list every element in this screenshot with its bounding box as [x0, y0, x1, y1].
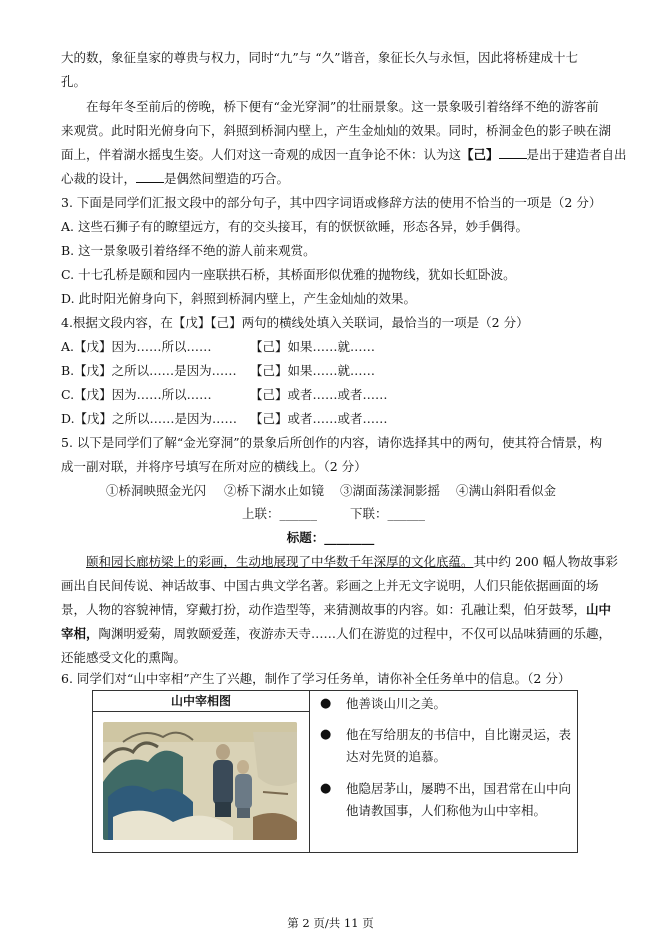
text-line: 来观赏。此时阳光俯身向下，斜照到桥洞内壁上，产生金灿灿的效果。同时，桥洞金色的影子映在湖 [61, 123, 612, 138]
info-item-1 [310, 693, 577, 715]
info-text: 他善谈山川之美。 [346, 696, 447, 711]
task-sheet-table [92, 690, 578, 853]
question-4-option-b-right: 【己】如果……就…… [250, 363, 376, 378]
underlined-sentence: 颐和园长廊枋梁上的彩画，生动地展现了中华数千年深厚的文化底蕴。 [86, 554, 474, 569]
question-3-option-d: D. 此时阳光俯身向下，斜照到桥洞内壁上，产生金灿灿的效果。 [61, 291, 417, 306]
info-cell [310, 691, 578, 853]
question-5-stem: 5. 以下是同学们了解“金光穿洞”的景象后所创作的内容，请你选择其中的两句，使其符合情景，构 [61, 435, 603, 450]
text-span: 是偶然间塑造的巧合。 [164, 171, 290, 186]
lower-couplet-blank: 下联：______ [350, 506, 426, 521]
text-span: 陶渊明爱菊，周敦颐爱莲，夜游赤天寺……人们在游览的过程中，不仅可以品味猜画的乐趣， [98, 626, 612, 641]
question-5-stem: 成一副对联，并将序号填写在所对应的横线上。（2 分） [61, 459, 367, 474]
question-4-option-b-left: B.【戊】之所以……是因为…… [61, 363, 237, 378]
info-text: 达对先贤的追慕。 [346, 749, 447, 764]
question-3-option-b: B. 这一景象吸引着络绎不绝的游人前来观赏。 [61, 243, 316, 258]
fill-blank [499, 146, 527, 159]
text-line [86, 552, 618, 572]
question-4-option-c-left: C.【戊】因为……所以…… [61, 387, 212, 402]
spacer [310, 715, 577, 724]
info-item-2 [310, 724, 577, 768]
text-span: 心裁的设计， [61, 171, 137, 186]
question-4-option-d-left: D.【戊】之所以……是因为…… [61, 411, 238, 426]
info-item-3 [310, 778, 577, 822]
painting-image [103, 722, 297, 840]
question-3-option-c: C. 十七孔桥是颐和园内一座联拱石桥，其桥面形似优雅的抛物线，犹如长虹卧波。 [61, 267, 516, 282]
text-line [61, 169, 289, 189]
bold-term: 宰相， [61, 626, 99, 641]
marker-ji: 【己】 [461, 147, 499, 162]
text-span: 其中约 200 幅人物故事彩 [473, 554, 618, 569]
question-4-option-a-right: 【己】如果……就…… [250, 339, 376, 354]
text-line: 画出自民间传说、神话故事、中国古典文学名著。彩画之上并无文字说明，人们只能依据画面的场 [61, 578, 599, 593]
bullet-icon: ● [320, 696, 332, 711]
text-line [61, 624, 611, 644]
spacer [310, 768, 577, 778]
text-span: 景，人物的容貌神情，穿戴打扮，动作造型等，来猜测故事的内容。如：孔融让梨，伯牙鼓琴， [61, 602, 587, 617]
fill-blank [136, 170, 164, 183]
text-line [61, 600, 611, 620]
couplet-option-1: ①桥洞映照金光闪 [106, 483, 207, 498]
question-4-option-d-right: 【己】或者……或者…… [250, 411, 388, 426]
info-text: 他在写给朋友的书信中，自比谢灵运，表 [346, 727, 572, 742]
question-4-stem: 4.根据文段内容，在【戊】【己】两句的横线处填入关联词，最恰当的一项是（2 分） [61, 315, 529, 330]
text-span: 面上，伴着湖水摇曳生姿。人们对这一奇观的成因一直争论不休：认为这 [61, 147, 462, 162]
text-line: 孔。 [61, 74, 87, 89]
bullet-icon: ● [320, 727, 332, 742]
question-4-option-c-right: 【己】或者……或者…… [250, 387, 388, 402]
bullet-icon: ● [320, 781, 332, 796]
info-text: 他请教国事，人们称他为山中宰相。 [346, 803, 547, 818]
text-line: 还能感受文化的熏陶。 [61, 650, 187, 665]
question-6-stem: 6. 同学们对“山中宰相”产生了兴趣，制作了学习任务单，请你补全任务单中的信息。（2 分） [61, 671, 571, 686]
page-footer: 第 2 页/共 11 页 [287, 916, 374, 930]
bold-term: 山中 [586, 602, 612, 617]
text-span: 是出于建造者自出 [526, 147, 627, 162]
text-line: 大的数，象征皇家的尊贵与权力，同时“九”与 “久”谐音，象征长久与永恒，因此将桥建成十七 [61, 50, 579, 65]
couplet-option-4: ④满山斜阳看似金 [456, 483, 557, 498]
couplet-option-2: ②桥下湖水止如镜 [224, 483, 325, 498]
picture-cell [93, 691, 310, 853]
text-line: 在每年冬至前后的傍晚，桥下便有“金光穿洞”的壮丽景象。这一景象吸引着络绎不绝的游客前 [86, 99, 599, 114]
question-3-stem: 3. 下面是同学们汇报文段中的部分句子，其中四字词语或修辞方法的使用不恰当的一项是（2 分） [61, 195, 602, 210]
upper-couplet-blank: 上联：______ [242, 506, 318, 521]
question-3-option-a: A. 这些石狮子有的瞭望远方，有的交头接耳，有的恹恹欲睡，形态各异，妙手偶得。 [61, 219, 528, 234]
text-line [61, 145, 627, 165]
table-title: 山中宰相图 [93, 691, 309, 712]
info-text: 他隐居茅山，屡聘不出，国君常在山中向 [346, 781, 572, 796]
title-blank: 标题：________ [286, 530, 375, 545]
painting-illustration [103, 722, 297, 840]
question-4-option-a-left: A.【戊】因为……所以…… [61, 339, 212, 354]
couplet-option-3: ③湖面荡漾洞影摇 [340, 483, 441, 498]
